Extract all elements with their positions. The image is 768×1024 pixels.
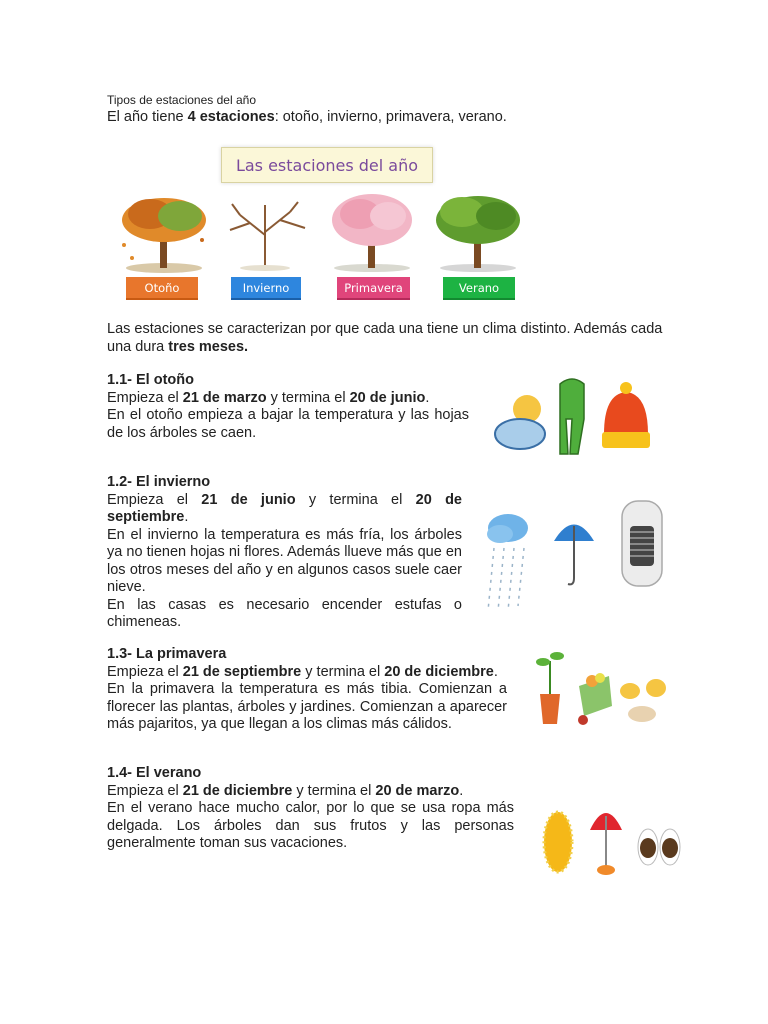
autumn-tree-icon xyxy=(122,198,206,273)
document-small-title: Tipos de estaciones del año xyxy=(107,93,256,107)
sunglasses-icon xyxy=(638,829,680,865)
section-body: En la primavera la temperatura es más tibia. Comienzan a florecer las plantas, árboles y jardines. Comienzan a aparecer más pajaritos, ya que llegan a los climas más cálidos. xyxy=(107,681,507,732)
intro-paragraph xyxy=(107,109,667,127)
label-primavera: Primavera xyxy=(337,277,410,300)
seasons-trees-illustration xyxy=(110,190,540,280)
intro-suffix: : otoño, invierno, primavera, verano. xyxy=(274,109,507,125)
section-body: En el otoño empieza a bajar la temperatura y las hojas de los árboles se caen. xyxy=(107,407,469,441)
section-dates: Empieza el 21 de junio y termina el 20 de septiembre. xyxy=(107,491,462,525)
spring-icons xyxy=(534,646,674,731)
section-dates: Empieza el 21 de marzo y termina el 20 de junio. xyxy=(107,389,430,406)
spring-tree-icon xyxy=(332,194,412,272)
summary-text: Las estaciones se caracterizan por que cada una tiene un clima distinto. Además cada una dura xyxy=(107,321,663,355)
beach-umbrella-icon xyxy=(590,813,622,875)
rain-cloud-icon xyxy=(487,514,528,611)
chicks-icon xyxy=(620,679,666,722)
section-invierno xyxy=(107,474,462,632)
section-title: 1.1- El otoño xyxy=(107,372,194,388)
summary-bold: tres meses. xyxy=(168,338,249,355)
summary-paragraph xyxy=(107,321,667,356)
summer-tree-icon xyxy=(436,196,520,272)
label-otono: Otoño xyxy=(126,277,198,300)
autumn-icons xyxy=(492,374,652,459)
umbrella-icon xyxy=(554,525,594,585)
sprout-pot-icon xyxy=(536,652,564,724)
seasons-banner: Las estaciones del año xyxy=(221,147,433,183)
section-dates: Empieza el 21 de diciembre y termina el 20 de marzo. xyxy=(107,782,464,799)
cloud-sun-icon xyxy=(495,395,545,449)
sun-icon xyxy=(544,812,572,872)
winter-icons xyxy=(484,496,669,616)
section-title: 1.3- La primavera xyxy=(107,646,227,662)
section-primavera xyxy=(107,646,507,734)
winter-hat-icon xyxy=(602,382,650,448)
section-title: 1.2- El invierno xyxy=(107,474,211,490)
section-body: En el verano hace mucho calor, por lo que se usa ropa más delgada. Los árboles dan sus frutos y las personas generalmente toman sus vacaciones. xyxy=(107,800,514,851)
winter-tree-icon xyxy=(230,202,305,271)
section-title: 1.4- El verano xyxy=(107,765,202,781)
section-otono xyxy=(107,372,469,442)
section-verano xyxy=(107,765,514,853)
summer-icons xyxy=(538,792,688,887)
label-verano: Verano xyxy=(443,277,515,300)
wheelbarrow-flowers-icon xyxy=(578,673,612,725)
section-body: En el invierno la temperatura es más fría, los árboles ya no tienen hojas ni flores. Además llueve más que en los otros meses del año y en algunos casos suele caer nieve. xyxy=(107,526,462,595)
scarf-icon xyxy=(560,379,584,454)
label-invierno: Invierno xyxy=(231,277,301,300)
intro-bold: 4 estaciones xyxy=(187,109,275,125)
intro-prefix: El año tiene xyxy=(107,109,188,125)
section-dates: Empieza el 21 de septiembre y termina el 20 de diciembre. xyxy=(107,663,498,680)
heater-icon xyxy=(622,501,662,586)
section-body-2: En las casas es necesario encender estufas o chimeneas. xyxy=(107,596,462,630)
